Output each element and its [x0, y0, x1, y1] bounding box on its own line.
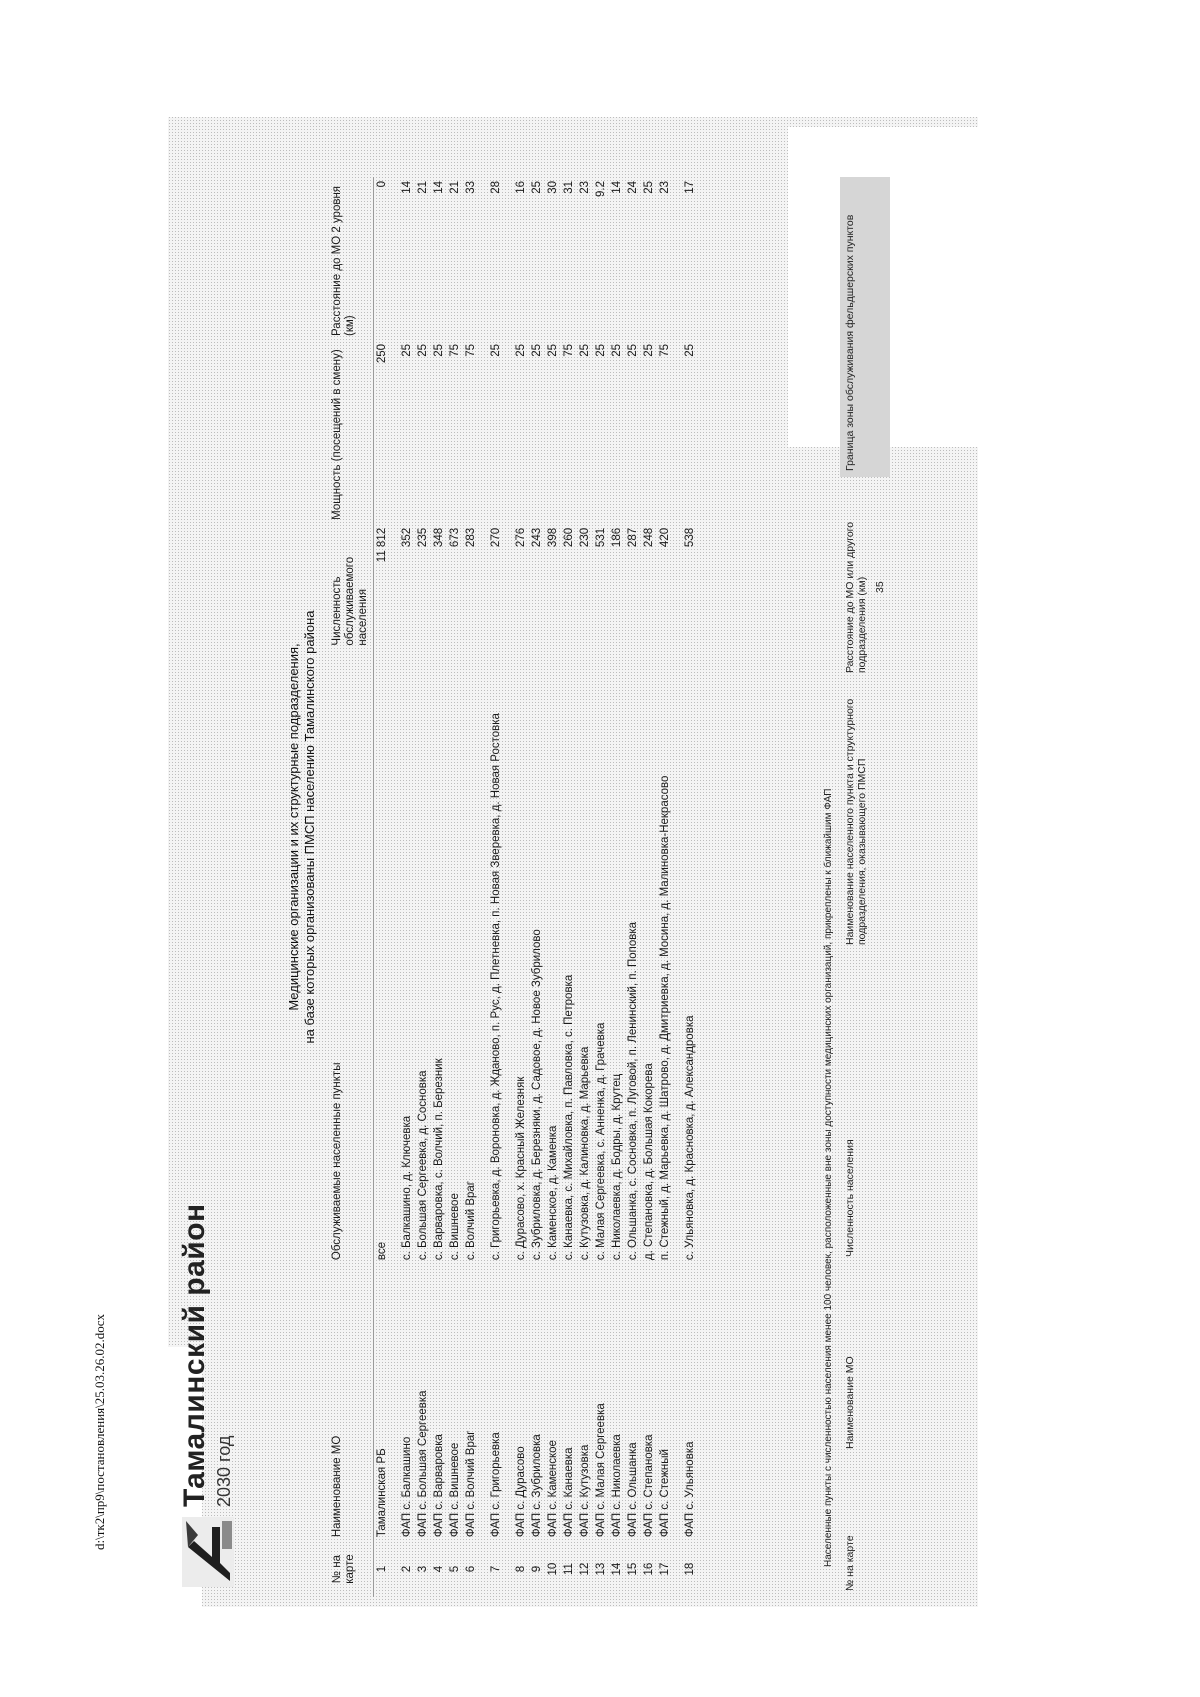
cell-no: 2	[401, 1565, 413, 1573]
cell-mo: ФАП с. Каменское	[547, 1440, 559, 1538]
cell-mo: Тамалинская РБ	[376, 1448, 388, 1538]
cell-mo: ФАП с. Дурасово	[515, 1446, 527, 1538]
cell-mp: 250	[376, 343, 388, 364]
cell-mo: ФАП с. Григорьевка	[490, 1432, 502, 1538]
cell-np: с. Балкашино, д. Ключевка	[401, 1115, 413, 1261]
cell-no: 11	[563, 1563, 575, 1576]
legend-zone-boundary: Граница зоны обслуживания фельдшерских пунктов	[840, 177, 890, 477]
table-row	[529, 177, 545, 1597]
cell-pop: 348	[433, 527, 445, 548]
table-header-row	[328, 177, 374, 1597]
heading-line-1: Медицинские организации и их структурные подразделения,	[286, 643, 301, 1011]
cell-dist: 24	[627, 181, 639, 194]
cell-dist: 16	[515, 181, 527, 194]
cell-no: 7	[490, 1565, 502, 1573]
cell-mp: 25	[490, 343, 502, 357]
cell-mp: 25	[531, 343, 543, 357]
medical-organizations-table	[328, 177, 698, 1597]
cell-mp: 75	[659, 343, 671, 357]
cell-np: с. Варваровка, с. Волчий, п. Березник	[433, 1058, 445, 1261]
cell-mp: 75	[465, 343, 477, 357]
cell-mo: ФАП с. Вишневое	[449, 1442, 461, 1538]
scanned-document	[168, 117, 978, 1607]
cell-np: с. Волчий Враг	[465, 1181, 477, 1261]
table-row	[488, 177, 504, 1597]
cell-pop: 420	[659, 527, 671, 548]
cell-dist: 14	[401, 181, 413, 194]
cell-np: д. Степановка, д. Большая Кокорева	[643, 1063, 655, 1261]
cell-no: 18	[684, 1562, 696, 1576]
cell-np: с. Ульяновка, д. Красновка, д. Александровка	[684, 1015, 696, 1261]
heading-line-2: на базе которых организованы ПМСП населению Тамалинского района	[302, 610, 317, 1044]
cell-no: 14	[611, 1562, 623, 1576]
cell-np: с. Каменское, д. Каменка	[547, 1125, 559, 1261]
cell-np: с. Вишневое	[449, 1193, 461, 1261]
legend-distance-sample: 35	[874, 581, 886, 593]
cell-mp: 25	[595, 343, 607, 357]
cell-dist: 21	[449, 181, 461, 194]
cell-mp: 25	[579, 343, 591, 357]
cell-dist: 0	[376, 181, 388, 188]
cell-np: п. Стежный, д. Марьевка, д. Шатрово, д. Дмитриевка, д. Мосина, д. Малиновка-Некрасово	[659, 775, 671, 1261]
cell-mp: 75	[563, 343, 575, 357]
cell-mo: ФАП с. Канаевка	[563, 1447, 575, 1538]
cell-mp: 25	[643, 343, 655, 357]
cell-no: 4	[433, 1565, 445, 1573]
cell-mo: ФАП с. Ольшанка	[627, 1442, 639, 1538]
map-legend	[840, 177, 890, 1597]
cell-pop: 248	[643, 527, 655, 548]
legend-mo: Наименование МО	[844, 1356, 856, 1449]
cell-dist: 23	[659, 181, 671, 194]
spacer-cell	[504, 177, 513, 1597]
cell-dist: 28	[490, 181, 502, 194]
col-header-mo: Наименование МО	[328, 1264, 374, 1541]
cell-mo: ФАП с. Стежный	[659, 1449, 671, 1538]
table-note: Населенные пункты с численностью населения менее 100 человек, расположенные вне зоны доступности медицинских организаций, прикреплены к ближайшим ФАП	[823, 788, 834, 1567]
cell-dist: 21	[417, 181, 429, 194]
legend-distance: Расстояние до МО или другого подразделения (км)	[844, 521, 868, 673]
cell-mp: 25	[684, 343, 696, 357]
table-row	[374, 177, 391, 1597]
cell-mp: 25	[547, 343, 559, 357]
cell-pop: 287	[627, 527, 639, 548]
cell-mo: ФАП с. Зубриловка	[531, 1434, 543, 1538]
cell-np: с. Кутузовка, д. Калиновка, д. Марьевка	[579, 1046, 591, 1261]
rotated-page	[168, 117, 978, 1607]
table-row	[415, 177, 431, 1597]
cell-pop: 11 812	[376, 527, 388, 563]
table-row	[625, 177, 641, 1597]
table-row	[561, 177, 577, 1597]
file-path-footer: d:\тк2\пр9\постановления\25.03.26.02.docx	[92, 1313, 107, 1550]
cell-no: 3	[417, 1565, 429, 1573]
col-header-distance: Расстояние до МО 2 уровня (км)	[328, 177, 374, 340]
cell-dist: 14	[611, 181, 623, 194]
cell-np: все	[376, 1241, 388, 1261]
legend-no: № на карте	[844, 1535, 856, 1591]
cell-mp: 25	[611, 343, 623, 357]
cell-pop: 531	[595, 527, 607, 548]
cell-mp: 25	[433, 343, 445, 357]
cell-mo: ФАП с. Малая Сергеевка	[595, 1403, 607, 1538]
cell-mo: ФАП с. Волчий Враг	[465, 1430, 477, 1538]
cell-mo: ФАП с. Варваровка	[433, 1434, 445, 1538]
cell-dist: 14	[433, 181, 445, 194]
spacer-cell	[479, 177, 488, 1597]
table-row	[657, 177, 673, 1597]
row-spacer	[673, 177, 682, 1597]
legend-population: Численность населения	[844, 1139, 856, 1257]
cell-dist: 9.2	[595, 181, 607, 197]
legend-distance-cell	[840, 477, 890, 679]
row-spacer	[390, 177, 399, 1597]
cell-pop: 186	[611, 527, 623, 548]
cell-no: 5	[449, 1565, 461, 1573]
table-row	[513, 177, 529, 1597]
col-header-population: Численность обслуживаемого населения	[328, 524, 374, 650]
table-row	[431, 177, 447, 1597]
cell-dist: 30	[547, 181, 559, 194]
cell-dist: 33	[465, 181, 477, 194]
cell-mo: ФАП с. Ульяновка	[684, 1441, 696, 1538]
cell-no: 8	[515, 1565, 527, 1573]
cell-pop: 276	[515, 527, 527, 548]
cell-mo: ФАП с. Кутузовка	[579, 1444, 591, 1538]
cell-pop: 673	[449, 527, 461, 548]
year-subtitle: 2030 год	[214, 1435, 234, 1507]
cell-pop: 352	[401, 527, 413, 548]
cell-pop: 260	[563, 527, 575, 548]
cell-pop: 270	[490, 527, 502, 548]
cell-mp: 75	[449, 343, 461, 357]
cell-no: 12	[579, 1562, 591, 1576]
row-spacer	[504, 177, 513, 1597]
cell-mo: ФАП с. Большая Сергеевка	[417, 1390, 429, 1538]
cell-np: с. Дурасово, х. Красный Железняк	[515, 1076, 527, 1261]
cell-mo: ФАП с. Степановка	[643, 1434, 655, 1538]
cell-dist: 17	[684, 181, 696, 194]
cell-mp: 25	[401, 343, 413, 357]
cell-np: с. Малая Сергеевка, с. Анненка, д. Грачевка	[595, 1022, 607, 1261]
table-body	[374, 177, 699, 1597]
cell-np: с. Зубриловка, д. Березняки, д. Садовое, д. Новое Зубрилово	[531, 929, 543, 1261]
cell-mp: 25	[417, 343, 429, 357]
legend-settlement: Наименование населенного пункта и структурного подразделения, оказывающего ПМСП	[844, 698, 868, 945]
cell-np: с. Большая Сергеевка, д. Сосновка	[417, 1070, 429, 1261]
table-row	[682, 177, 698, 1597]
col-header-capacity: Мощность (посещений в смену)	[328, 340, 374, 524]
cell-np: с. Ольшанка, с. Сосновка, п. Луговой, п. Ленинский, п. Поповка	[627, 921, 639, 1261]
table-row	[399, 177, 415, 1597]
cell-np: с. Николаевка, д. Бодры, д. Крутец	[611, 1073, 623, 1261]
cell-no: 9	[531, 1565, 543, 1573]
cell-mo: ФАП с. Балкашино	[401, 1436, 413, 1538]
cell-no: 15	[627, 1562, 639, 1576]
cell-dist: 31	[563, 181, 575, 194]
cell-no: 10	[547, 1562, 559, 1576]
cell-mo: ФАП с. Николаевка	[611, 1434, 623, 1538]
table-row	[545, 177, 561, 1597]
cell-np: с. Григорьевка, д. Вороновка, д. Жданово, п. Рус, д. Плетневка, п. Новая Зверевка, д. Новая Ростовка	[490, 713, 502, 1261]
cell-no: 16	[643, 1562, 655, 1576]
legend-row	[840, 177, 890, 1597]
cell-np: с. Канаевка, с. Михайловка, п. Павловка, с. Петровка	[563, 974, 575, 1261]
table-row	[593, 177, 609, 1597]
cell-pop: 230	[579, 527, 591, 548]
cell-dist: 23	[579, 181, 591, 194]
cell-no: 13	[595, 1562, 607, 1576]
district-title: Тамалинский район	[178, 1203, 211, 1507]
cell-no: 1	[376, 1565, 388, 1573]
table-row	[463, 177, 479, 1597]
cell-no: 6	[465, 1565, 477, 1573]
spacer-cell	[673, 177, 682, 1597]
col-header-no: № на карте	[328, 1541, 374, 1597]
cell-pop: 243	[531, 527, 543, 548]
cell-no: 17	[659, 1562, 671, 1576]
spacer-cell	[390, 177, 399, 1597]
table-row	[609, 177, 625, 1597]
col-header-settlements: Обслуживаемые населенные пункты	[328, 650, 374, 1265]
cell-pop: 398	[547, 527, 559, 548]
cell-dist: 25	[531, 181, 543, 194]
cell-pop: 538	[684, 527, 696, 548]
cell-dist: 25	[643, 181, 655, 194]
district-emblem-icon	[182, 1517, 234, 1587]
table-row	[641, 177, 657, 1597]
table-row	[577, 177, 593, 1597]
row-spacer	[479, 177, 488, 1597]
cell-pop: 283	[465, 527, 477, 548]
cell-mp: 25	[627, 343, 639, 357]
cell-mp: 25	[515, 343, 527, 357]
table-heading	[286, 567, 318, 1087]
cell-pop: 235	[417, 527, 429, 548]
table-row	[447, 177, 463, 1597]
